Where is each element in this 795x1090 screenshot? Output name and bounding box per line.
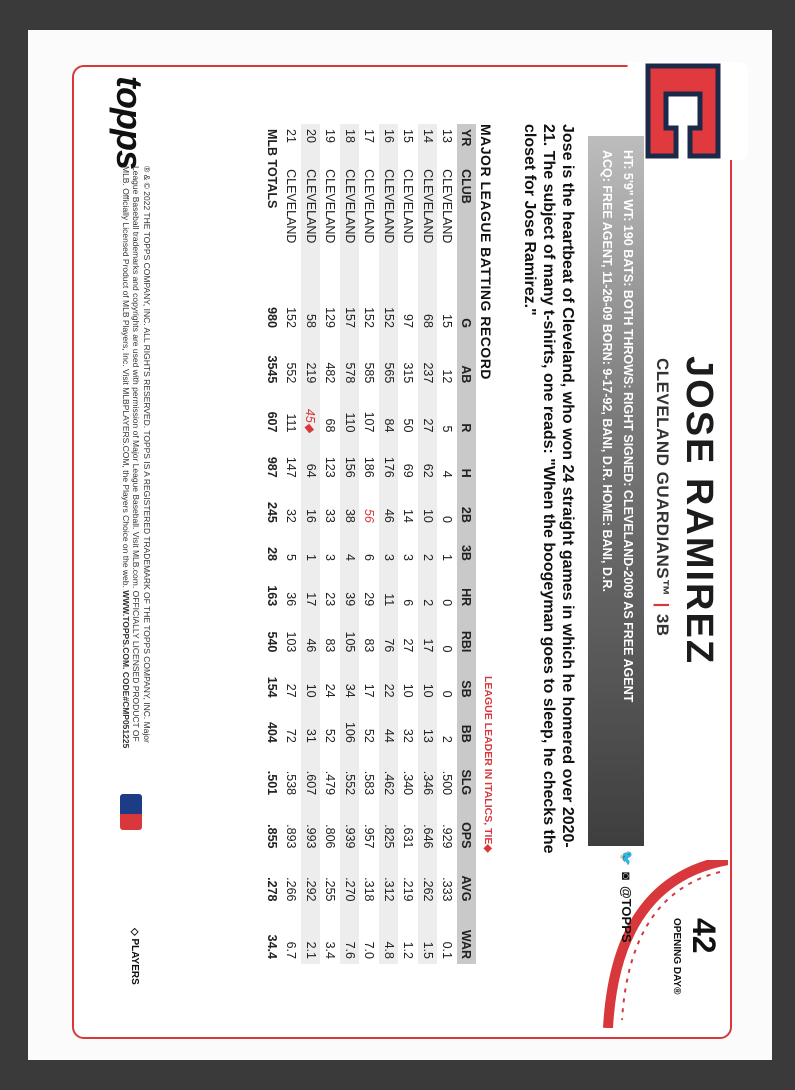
table-cell: 16 — [379, 124, 399, 164]
col-header: AB — [457, 333, 476, 388]
table-cell: 18 — [340, 124, 360, 164]
table-cell: .583 — [362, 770, 377, 796]
table-cell: 50 — [401, 418, 416, 433]
col-header: AVG — [457, 853, 476, 906]
table-cell: 27 — [284, 683, 299, 698]
col-header: 2B — [457, 483, 476, 528]
table-header-row — [457, 124, 476, 964]
table-cell: 68 — [323, 418, 338, 433]
totals-cell: 154 — [264, 676, 279, 698]
table-cell: 2 — [440, 735, 455, 743]
table-cell: 10 — [418, 483, 438, 528]
legal-body: ® & © 2022 THE TOPPS COMPANY, INC. ALL RIGHTS RESERVED. TOPPS IS A REGISTERED TRADEMARK OF THE TOPPS COMPANY, INC. Major League Baseball trademarks and copyrights are used with permission of Major League Baseball. Visit MLB.com. OFFICIALLY LICENSED PRODUCT OF MLB. Officially Licensed Product of MLB Players, Inc. Visit MLBPLAYERS.COM, the Players Choice on the web. — [121, 166, 152, 743]
table-cell: 105 — [340, 611, 360, 657]
players-logo: ◇ PLAYERS — [129, 928, 140, 985]
table-cell: 186 — [362, 456, 377, 478]
table-cell: 20 — [301, 124, 321, 164]
table-cell: 6 — [362, 554, 377, 561]
table-cell: 565 — [379, 333, 399, 388]
totals-cell: 607 — [264, 411, 279, 433]
table-cell: 27 — [418, 388, 438, 437]
table-cell: 176 — [379, 437, 399, 482]
col-header: G — [457, 288, 476, 333]
table-cell: 6.7 — [284, 941, 299, 959]
totals-cell: 3545 — [264, 355, 279, 384]
table-cell: 3 — [401, 554, 416, 561]
table-cell: .631 — [401, 824, 416, 849]
table-cell: 4 — [440, 470, 455, 478]
table-cell: 32 — [401, 728, 416, 743]
table-cell: 56 — [362, 508, 377, 523]
separator: | — [653, 602, 672, 608]
table-cell: 0 — [440, 690, 455, 698]
table-cell: .929 — [440, 824, 455, 849]
totals-cell: 28 — [264, 547, 279, 561]
totals-cell: 404 — [264, 721, 279, 743]
table-cell: 6 — [401, 599, 416, 607]
table-cell: .312 — [379, 853, 399, 906]
col-header: WAR — [457, 906, 476, 964]
vitals-line-2: ACQ: FREE AGENT, 11-26-09 BORN: 9-17-92, BANI, D.R. HOME: BANI, D.R. — [600, 150, 614, 592]
instagram-icon: ◙ — [619, 872, 634, 881]
totals-cell: .855 — [264, 824, 279, 849]
table-cell: .270 — [340, 853, 360, 906]
table-cell: 21 — [284, 129, 299, 143]
totals-cell: 34.4 — [264, 934, 279, 959]
table-cell: 68 — [418, 288, 438, 333]
table-cell: CLEVELAND — [323, 169, 338, 244]
players-logo-text: PLAYERS — [129, 938, 140, 985]
social-handle — [618, 850, 634, 943]
totals-cell: 540 — [264, 631, 279, 653]
col-header: R — [457, 388, 476, 437]
table-cell: 152 — [379, 288, 399, 333]
totals-cell: .501 — [264, 770, 279, 796]
table-cell: .262 — [418, 853, 438, 906]
table-cell: .993 — [301, 800, 321, 853]
table-cell: 46 — [379, 483, 399, 528]
table-cell: 111 — [284, 413, 299, 433]
table-cell: .318 — [362, 877, 377, 902]
table-cell: 5 — [440, 425, 455, 433]
team-name: CLEVELAND GUARDIANS™ — [653, 358, 672, 597]
table-cell: 11 — [379, 566, 399, 611]
legal-web: WWW.TOPPS.COM. CODE#CMP051225 — [121, 590, 131, 749]
table-cell: 69 — [401, 463, 416, 478]
table-cell: .552 — [340, 748, 360, 800]
table-cell: 0 — [440, 599, 455, 607]
table-cell: CLEVELAND — [340, 164, 360, 288]
team-logo-letter: C — [683, 117, 684, 118]
table-cell: 17 — [362, 683, 377, 698]
table-cell: 0 — [440, 515, 455, 523]
table-cell: 39 — [340, 566, 360, 611]
table-cell: 76 — [379, 611, 399, 657]
table-cell: 13 — [440, 129, 455, 143]
table-cell: .266 — [284, 877, 299, 902]
vitals-line-1: HT: 5'9" WT: 190 BATS: BOTH THROWS: RIGHT SIGNED: CLEVELAND-2009 AS FREE AGENT — [621, 150, 635, 703]
table-cell: 2.1 — [301, 906, 321, 964]
table-cell: 4 — [340, 528, 360, 566]
player-name: JOSE RAMIREZ — [678, 356, 720, 666]
table-cell: .292 — [301, 853, 321, 906]
table-row — [301, 124, 321, 964]
table-cell: 110 — [340, 388, 360, 437]
table-cell: 482 — [323, 362, 338, 384]
table-cell: 83 — [362, 638, 377, 653]
table-row — [399, 124, 419, 964]
table-cell: CLEVELAND — [401, 169, 416, 244]
table-cell: 5 — [284, 554, 299, 561]
table-cell: 3 — [323, 554, 338, 561]
table-cell: .219 — [401, 877, 416, 902]
table-cell: .500 — [440, 770, 455, 796]
table-cell: 1 — [440, 554, 455, 561]
twitter-icon: 🐦 — [619, 850, 634, 867]
table-cell: 237 — [418, 333, 438, 388]
table-cell: 578 — [340, 333, 360, 388]
table-cell: 129 — [323, 307, 338, 328]
table-cell: 13 — [418, 703, 438, 748]
table-cell: 147 — [284, 456, 299, 478]
table-cell: 14 — [418, 124, 438, 164]
table-cell: .255 — [323, 877, 338, 902]
table-cell: CLEVELAND — [379, 164, 399, 288]
table-cell: 4.8 — [379, 906, 399, 964]
table-cell: .825 — [379, 800, 399, 853]
table-cell: .462 — [379, 748, 399, 800]
table-cell: 103 — [284, 631, 299, 653]
table-cell: 1.2 — [401, 941, 416, 959]
legal-text — [121, 166, 153, 756]
table-cell: 45◆ — [301, 388, 321, 437]
table-cell: 33 — [323, 508, 338, 523]
table-cell: 2 — [418, 566, 438, 611]
social-handle-text: @TOPPS — [619, 886, 634, 943]
table-cell: 7.0 — [362, 941, 377, 959]
table-cell: CLEVELAND — [362, 169, 377, 244]
table-cell: 7.6 — [340, 906, 360, 964]
table-cell: 38 — [340, 483, 360, 528]
table-cell: .607 — [301, 748, 321, 800]
table-cell: 315 — [401, 362, 416, 384]
table-cell: CLEVELAND — [418, 164, 438, 288]
table-cell: 72 — [284, 728, 299, 743]
table-cell: 17 — [418, 611, 438, 657]
table-cell: 552 — [284, 362, 299, 384]
table-cell: .479 — [323, 770, 338, 796]
card-number: 42 — [686, 918, 722, 954]
table-row — [360, 124, 380, 964]
table-cell: 156 — [340, 437, 360, 482]
table-cell: 24 — [323, 683, 338, 698]
col-header: YR — [457, 124, 476, 164]
table-cell: .340 — [401, 770, 416, 796]
table-row — [282, 124, 302, 964]
table-cell: 106 — [340, 703, 360, 748]
table-cell: 52 — [362, 728, 377, 743]
table-cell: .333 — [440, 877, 455, 902]
col-header: 3B — [457, 528, 476, 566]
table-cell: 19 — [323, 129, 338, 143]
totals-cell: 163 — [264, 585, 279, 607]
batting-record-table — [262, 124, 476, 964]
table-cell: CLEVELAND — [284, 169, 299, 244]
team-position — [652, 358, 672, 637]
totals-row — [262, 124, 282, 964]
table-cell: .646 — [418, 800, 438, 853]
col-header: SB — [457, 657, 476, 702]
table-cell: 152 — [362, 307, 377, 328]
table-cell: 0.1 — [440, 941, 455, 959]
table-cell: 17 — [362, 129, 377, 143]
table-cell: 12 — [440, 369, 455, 384]
table-cell: .893 — [284, 824, 299, 849]
table-cell: 36 — [284, 592, 299, 607]
bio-text: Jose is the heartbeat of Cleveland, who won 24 straight games in which he homered over 2020-21. The subject of many t-shirts, one reads: "When the boogeyman goes to sleep, he checks the closet for Jose Ramirez." — [521, 124, 576, 854]
table-cell: 10 — [401, 683, 416, 698]
position: 3B — [653, 613, 672, 637]
table-cell: 58 — [301, 288, 321, 333]
table-cell: 10 — [418, 657, 438, 702]
table-cell: .538 — [284, 770, 299, 796]
col-header: H — [457, 437, 476, 482]
table-cell: 34 — [340, 657, 360, 702]
table-cell: 44 — [379, 703, 399, 748]
col-header: BB — [457, 703, 476, 748]
col-header: RBI — [457, 611, 476, 657]
record-title: MAJOR LEAGUE BATTING RECORD — [478, 124, 494, 380]
table-cell: CLEVELAND — [301, 164, 321, 288]
card-content — [74, 66, 730, 1036]
col-header: CLUB — [457, 164, 476, 288]
table-cell: 3 — [379, 528, 399, 566]
table-cell: 585 — [362, 362, 377, 384]
table-cell: 16 — [301, 483, 321, 528]
table-cell: .346 — [418, 748, 438, 800]
table-cell: .957 — [362, 824, 377, 849]
table-cell: 10 — [301, 657, 321, 702]
table-cell: 14 — [401, 508, 416, 523]
table-row — [418, 124, 438, 964]
table-cell: 83 — [323, 638, 338, 653]
col-header: OPS — [457, 800, 476, 853]
col-header: HR — [457, 566, 476, 611]
table-cell: 22 — [379, 657, 399, 702]
totals-cell: MLB TOTALS — [264, 129, 279, 209]
table-cell: 107 — [362, 411, 377, 433]
table-cell: 1 — [301, 528, 321, 566]
table-cell: 0 — [440, 645, 455, 653]
mlb-logo-icon — [120, 794, 142, 830]
totals-cell: 245 — [264, 502, 279, 523]
table-cell: .939 — [340, 800, 360, 853]
topps-logo: topps — [109, 76, 150, 169]
table-cell: 152 — [284, 307, 299, 328]
table-cell: 64 — [301, 437, 321, 482]
table-cell: .806 — [323, 824, 338, 849]
vitals-band — [588, 136, 644, 846]
table-cell: 2 — [418, 528, 438, 566]
table-row — [321, 124, 341, 964]
totals-cell: .278 — [264, 877, 279, 902]
table-cell: 15 — [440, 314, 455, 328]
table-cell: 1.5 — [418, 906, 438, 964]
col-header: SLG — [457, 748, 476, 800]
table-cell: 29 — [362, 592, 377, 607]
totals-cell: 987 — [264, 456, 279, 478]
table-cell: 52 — [323, 728, 338, 743]
table-cell: 219 — [301, 333, 321, 388]
table-row — [340, 124, 360, 964]
table-cell: 27 — [401, 638, 416, 653]
table-row — [379, 124, 399, 964]
table-cell: 84 — [379, 388, 399, 437]
table-cell: 15 — [401, 129, 416, 143]
table-cell: 17 — [301, 566, 321, 611]
table-body — [262, 124, 457, 964]
table-cell: 157 — [340, 288, 360, 333]
table-cell: CLEVELAND — [440, 169, 455, 244]
table-row — [438, 124, 458, 964]
table-cell: 23 — [323, 592, 338, 607]
table-cell: 3.4 — [323, 941, 338, 959]
set-name: OPENING DAY® — [671, 918, 682, 995]
table-cell: 31 — [301, 703, 321, 748]
table-cell: 123 — [323, 456, 338, 478]
table-cell: 46 — [301, 611, 321, 657]
table-cell: 97 — [401, 314, 416, 328]
totals-cell: 980 — [264, 307, 279, 328]
league-leader-note: LEAGUE LEADER IN ITALICS, TIE◆ — [482, 676, 494, 853]
table-cell: 32 — [284, 508, 299, 523]
table-cell: 62 — [418, 437, 438, 482]
